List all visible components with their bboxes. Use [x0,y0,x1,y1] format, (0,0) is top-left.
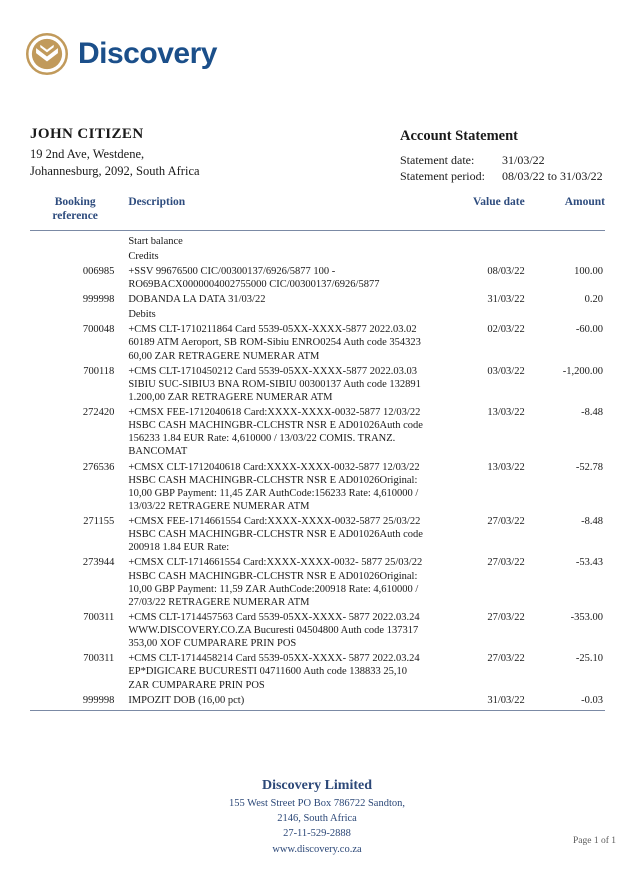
empty-cell [30,307,120,322]
empty-cell [525,249,605,264]
page-footer [0,778,634,857]
brand-name: Discovery [78,37,217,70]
page-number: Page 1 of 1 [572,836,616,846]
table-row[interactable] [30,555,605,610]
cell-value-date: 13/03/22 [487,407,525,419]
cell-booking-reference: 271155 [83,516,115,528]
empty-cell [429,307,524,322]
customer-name: JOHN CITIZEN [30,126,144,142]
column-header-booking-reference [30,196,120,230]
footer-phone: 27-11-529-2888 [283,828,351,840]
cell-booking-reference: 700118 [83,365,115,377]
credits-section-row [30,249,605,264]
statement-date-label: Statement date: [400,153,475,167]
footer-website[interactable]: www.discovery.co.za [272,843,362,855]
cell-value-date: 27/03/22 [487,516,525,528]
table-row[interactable] [30,322,605,363]
footer-address: 155 West Street PO Box 786722 Sandton, [228,798,405,809]
column-header-amount: Amount [525,196,605,230]
start-balance-row-label: Start balance [128,235,183,247]
cell-value-date: 13/03/22 [487,461,525,473]
cell-booking-reference: 700311 [83,611,115,623]
cell-description: IMPOZIT DOB (16,00 pct) [128,694,245,706]
cell-booking-reference: 999998 [82,294,115,306]
cell-description: +CMS CLT-1710211864 Card 5539-05XX-XXXX-5877 2022.03.02 60189 ATM Aeroport, SB ROM-Sibiu ENRO0254 Auth code 354323 60,00 ZAR RETRAGERE NUMERAR ATM [128,324,421,362]
cell-description: +CMSX CLT-1714661554 Card:XXXX-XXXX-0032- 5877 25/03/22 HSBC CASH MACHINGBR-CLCHSTR NSR E AD01026Original: 10,00 GBP Payment: 11,59 ZAR AuthCode:200918 Rate: 4,610000 / 27/03/22 RETRAGERE NUMERAR ATM [128,557,423,608]
brand-logo [26,33,217,75]
empty-cell [30,230,120,249]
statement-period-label: Statement period: [400,169,485,184]
transactions-table [30,196,605,708]
cell-amount: 100.00 [574,265,603,277]
cell-description: +CMS CLT-1710450212 Card 5539-05XX-XXXX-5877 2022.03.03 SIBIU SUC-SIBIU3 BNA ROM-SIBIU 00300137 Auth code 132891 1.200,00 ZAR RETRAGERE NUMERAR ATM [128,365,421,403]
table-row[interactable] [30,610,605,651]
cell-value-date: 02/03/22 [487,324,525,336]
customer-address-line-1: 19 2nd Ave, Westdene, [30,147,145,161]
customer-address-line-2: Johannesburg, 2092, South Africa [30,163,200,178]
credits-section-row-label: Credits [128,250,159,262]
customer-details [30,126,360,180]
table-row[interactable] [30,514,605,555]
table-row[interactable] [30,264,605,292]
cell-amount: 0.20 [584,294,603,306]
statement-period-row [400,168,620,184]
footer-company-name: Discovery Limited [261,778,373,793]
empty-cell [525,307,605,322]
empty-cell [429,249,524,264]
statement-summary [400,128,620,184]
cell-amount: -353.00 [570,611,603,623]
table-row[interactable] [30,405,605,460]
cell-booking-reference: 999998 [82,694,115,706]
table-row[interactable] [30,460,605,515]
statement-date-row [400,152,620,168]
statement-title: Account Statement [400,128,518,144]
empty-cell [30,249,120,264]
column-header-value-date: Value date [429,196,524,230]
statement-period-value: 08/03/22 to 31/03/22 [502,169,603,184]
booking-reference-label-line2: reference [52,209,98,222]
column-header-description: Description [120,196,429,230]
cell-amount: -8.48 [581,407,603,419]
empty-cell [525,230,605,249]
cell-description: +CMSX FEE-1712040618 Card:XXXX-XXXX-0032-5877 12/03/22 HSBC CASH MACHINGBR-CLCHSTR NSR E AD01026Auth code 156233 1.84 EUR Rate: 4,610000 / 13/03/22 COMIS. TRANZ. BANCOMAT [128,407,423,458]
booking-reference-label-line1: Booking [54,196,96,208]
cell-description: +SSV 99676500 CIC/00300137/6926/5877 100 - RO69BACX0000004002755000 CIC/00300137/6926/5877 [128,265,380,290]
cell-amount: -52.78 [575,461,603,473]
cell-amount: -1,200.00 [562,365,603,377]
transactions-table-container [30,196,605,711]
cell-value-date: 31/03/22 [487,694,525,706]
table-header [30,196,605,230]
cell-booking-reference: 273944 [82,557,115,569]
cell-description: +CMSX CLT-1712040618 Card:XXXX-XXXX-0032-5877 12/03/22 HSBC CASH MACHINGBR-CLCHSTR NSR E AD01026Original: 10,00 GBP Payment: 11,45 ZAR AuthCode:156233 Rate: 4,610000 / 13/03/22 RETRAGERE NUMERAR ATM [128,461,420,512]
table-body [30,230,605,708]
cell-booking-reference: 276536 [82,461,115,473]
cell-description: +CMSX FEE-1714661554 Card:XXXX-XXXX-0032-5877 25/03/22 HSBC CASH MACHINGBR-CLCHSTR NSR E AD01026Auth code 200918 1.84 EUR Rate: [128,516,423,554]
statement-date-value: 31/03/22 [502,153,545,167]
cell-description: DOBANDA LA DATA 31/03/22 [128,294,266,306]
cell-value-date: 31/03/22 [487,294,525,306]
cell-value-date: 27/03/22 [487,653,525,665]
cell-amount: -25.10 [575,653,603,665]
table-row[interactable] [30,292,605,307]
cell-booking-reference: 700048 [82,324,115,336]
footer-city: 2146, South Africa [277,813,357,825]
cell-amount: -53.43 [575,557,603,569]
cell-amount: -8.48 [581,516,603,528]
cell-value-date: 08/03/22 [487,265,525,277]
table-row[interactable] [30,693,605,708]
cell-value-date: 27/03/22 [487,557,525,569]
cell-description: +CMS CLT-1714458214 Card 5539-05XX-XXXX- 5877 2022.03.24 EP*DIGICARE BUCURESTI 04711600 Auth code 138833 25,10 ZAR CUMPARARE PRIN POS [128,653,420,691]
debits-section-row [30,307,605,322]
discovery-chevron-emblem-icon [26,33,68,75]
cell-amount: -0.03 [581,694,603,706]
table-bottom-rule [30,710,605,711]
table-header-row [30,196,605,230]
start-balance-row [30,230,605,249]
cell-booking-reference: 700311 [83,653,115,665]
debits-section-row-label: Debits [128,309,156,321]
table-row[interactable] [30,651,605,692]
empty-cell [429,230,524,249]
table-row[interactable] [30,364,605,405]
cell-description: +CMS CLT-1714457563 Card 5539-05XX-XXXX- 5877 2022.03.24 WWW.DISCOVERY.CO.ZA Bucuresti 04504800 Auth code 137317 353,00 XOF CUMPARARE PRIN POS [128,611,420,650]
cell-amount: -60.00 [575,324,603,336]
cell-booking-reference: 006985 [82,265,115,277]
cell-value-date: 03/03/22 [487,365,525,377]
cell-booking-reference: 272420 [82,407,115,419]
cell-value-date: 27/03/22 [487,611,525,623]
